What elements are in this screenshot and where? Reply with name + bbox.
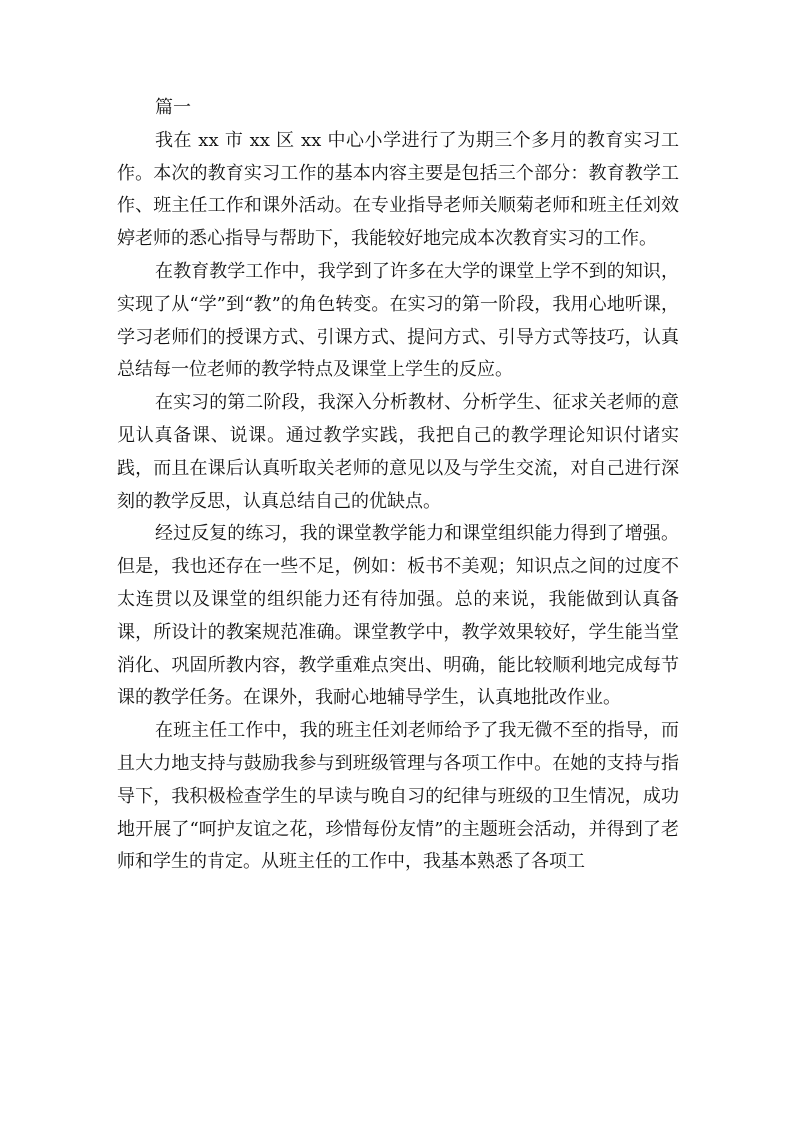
paragraph-teaching-reflection: 经过反复的练习，我的课堂教学能力和课堂组织能力得到了增强。但是，我也还存在一些不足，例如：板书不美观；知识点之间的过度不太连贯以及课堂的组织能力还有待加强。总的来说，我能做到认真备课，所设计的教案规范准确。课堂教学中，教学效果较好，学生能当堂消化、巩固所教内容，教学重难点突出、明确，能比较顺利地完成每节课的教学任务。在课外，我耐心地辅导学生，认真地批改作业。	[117, 523, 679, 709]
paragraph-class-teacher-work: 在班主任工作中，我的班主任刘老师给予了我无微不至的指导，而且大力地支持与鼓励我参与到班级管理与各项工作中。在她的支持与指导下，我积极检查学生的早读与晚自习的纪律与班级的卫生情况，成功地开展了“呵护友谊之花，珍惜每份友情”的主题班会活动，并得到了老师和学生的肯定。从班主任的工作中，我基本熟悉了各项工	[117, 720, 679, 873]
paragraph-teaching-stage-one: 在教育教学工作中，我学到了许多在大学的课堂上学不到的知识，实现了从“学”到“教”的角色转变。在实习的第一阶段，我用心地听课，学习老师们的授课方式、引课方式、提问方式、引导方式等技巧，认真总结每一位老师的教学特点及课堂上学生的反应。	[117, 260, 679, 381]
document-heading: 篇一	[155, 97, 191, 118]
document-page	[117, 92, 679, 879]
paragraph-internship-overview: 我在 xx 市 xx 区 xx 中心小学进行了为期三个多月的教育实习工作。本次的教育实习工作的基本内容主要是包括三个部分：教育教学工作、班主任工作和课外活动。在专业指导老师关顺菊老师和班主任刘效婷老师的悉心指导与帮助下，我能较好地完成本次教育实习的工作。	[117, 129, 679, 250]
paragraph-teaching-stage-two: 在实习的第二阶段，我深入分析教材、分析学生、征求关老师的意见认真备课、说课。通过教学实践，我把自己的教学理论知识付诸实践，而且在课后认真听取关老师的意见以及与学生交流，对自己进行深刻的教学反思，认真总结自己的优缺点。	[117, 392, 679, 512]
